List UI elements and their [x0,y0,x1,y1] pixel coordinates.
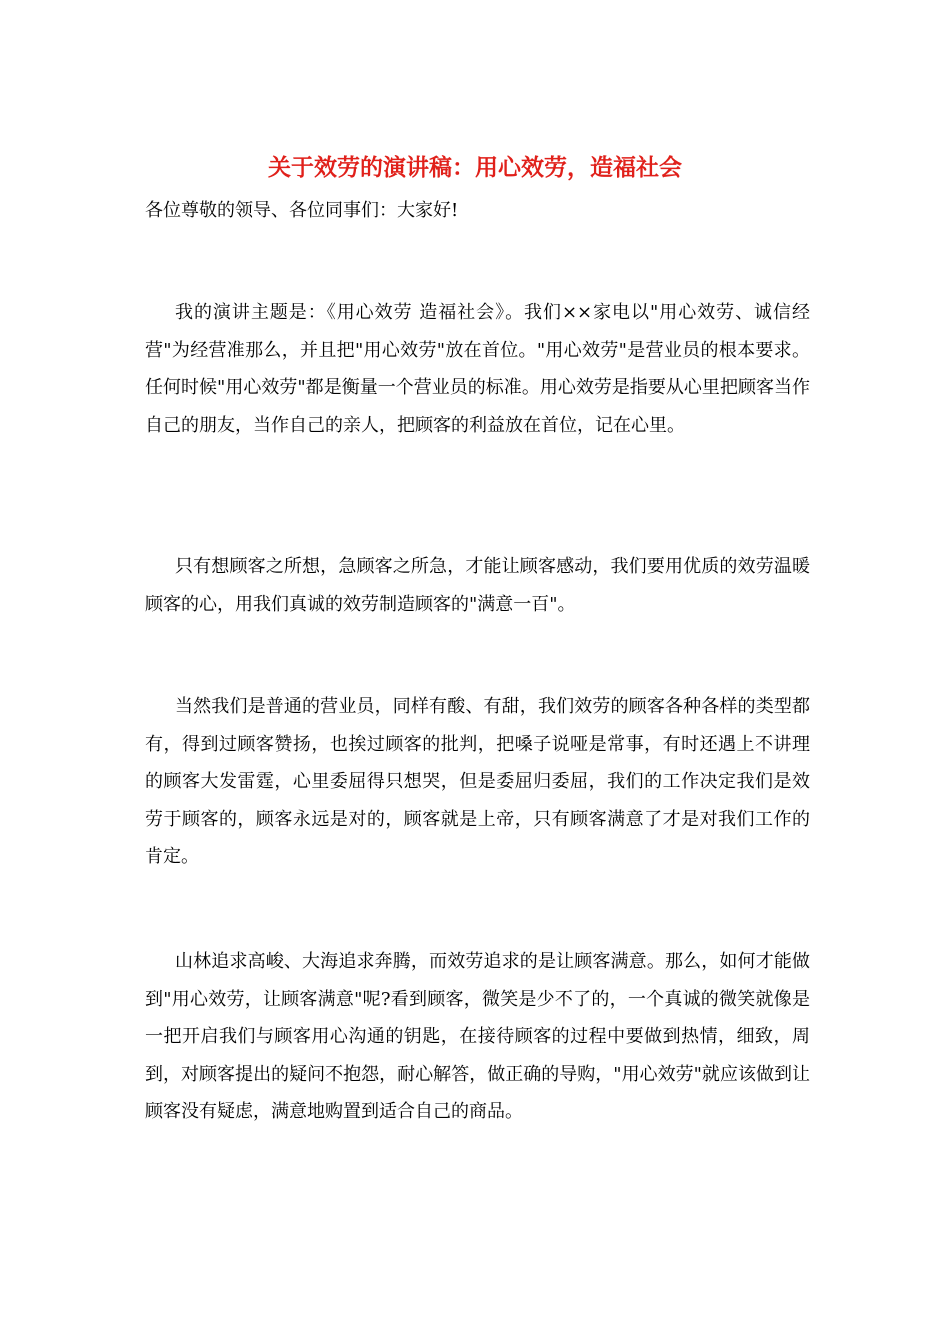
document-title: 关于效劳的演讲稿：用心效劳，造福社会 [268,154,682,181]
greeting-line: 各位尊敬的领导、各位同事们：大家好! [145,200,459,221]
paragraph-service-goal: 山林追求高峻、大海追求奔腾，而效劳追求的是让顾客满意。那么，如何才能做到"用心效劳，让顾客满意"呢?看到顾客，微笑是少不了的，一个真诚的微笑就像是一把开启我们与顾客用心沟通的钥匙，在接待顾客的过程中要做到热情，细致，周到，对顾客提出的疑问不抱怨，耐心解答，做正确的导购，"用心效劳"就应该做到让顾客没有疑虑，满意地购置到适合自己的商品。 [145,951,810,1122]
paragraph-customer-care: 只有想顾客之所想，急顾客之所急，才能让顾客感动，我们要用优质的效劳温暖顾客的心，用我们真诚的效劳制造顾客的"满意一百"。 [145,556,810,615]
paragraph-hardships: 当然我们是普通的营业员，同样有酸、有甜，我们效劳的顾客各种各样的类型都有，得到过顾客赞扬，也挨过顾客的批判，把嗓子说哑是常事，有时还遇上不讲理的顾客大发雷霆，心里委屈得只想哭，但是委屈归委屈，我们的工作决定我们是效劳于顾客的，顾客永远是对的，顾客就是上帝，只有顾客满意了才是对我们工作的肯定。 [145,696,810,867]
paragraph-theme: 我的演讲主题是：《用心效劳 造福社会》。我们××家电以"用心效劳、诚信经营"为经营准那么，并且把"用心效劳"放在首位。"用心效劳"是营业员的根本要求。任何时候"用心效劳"都是衡量一个营业员的标准。用心效劳是指要从心里把顾客当作自己的朋友，当作自己的亲人，把顾客的利益放在首位，记在心里。 [145,302,810,436]
